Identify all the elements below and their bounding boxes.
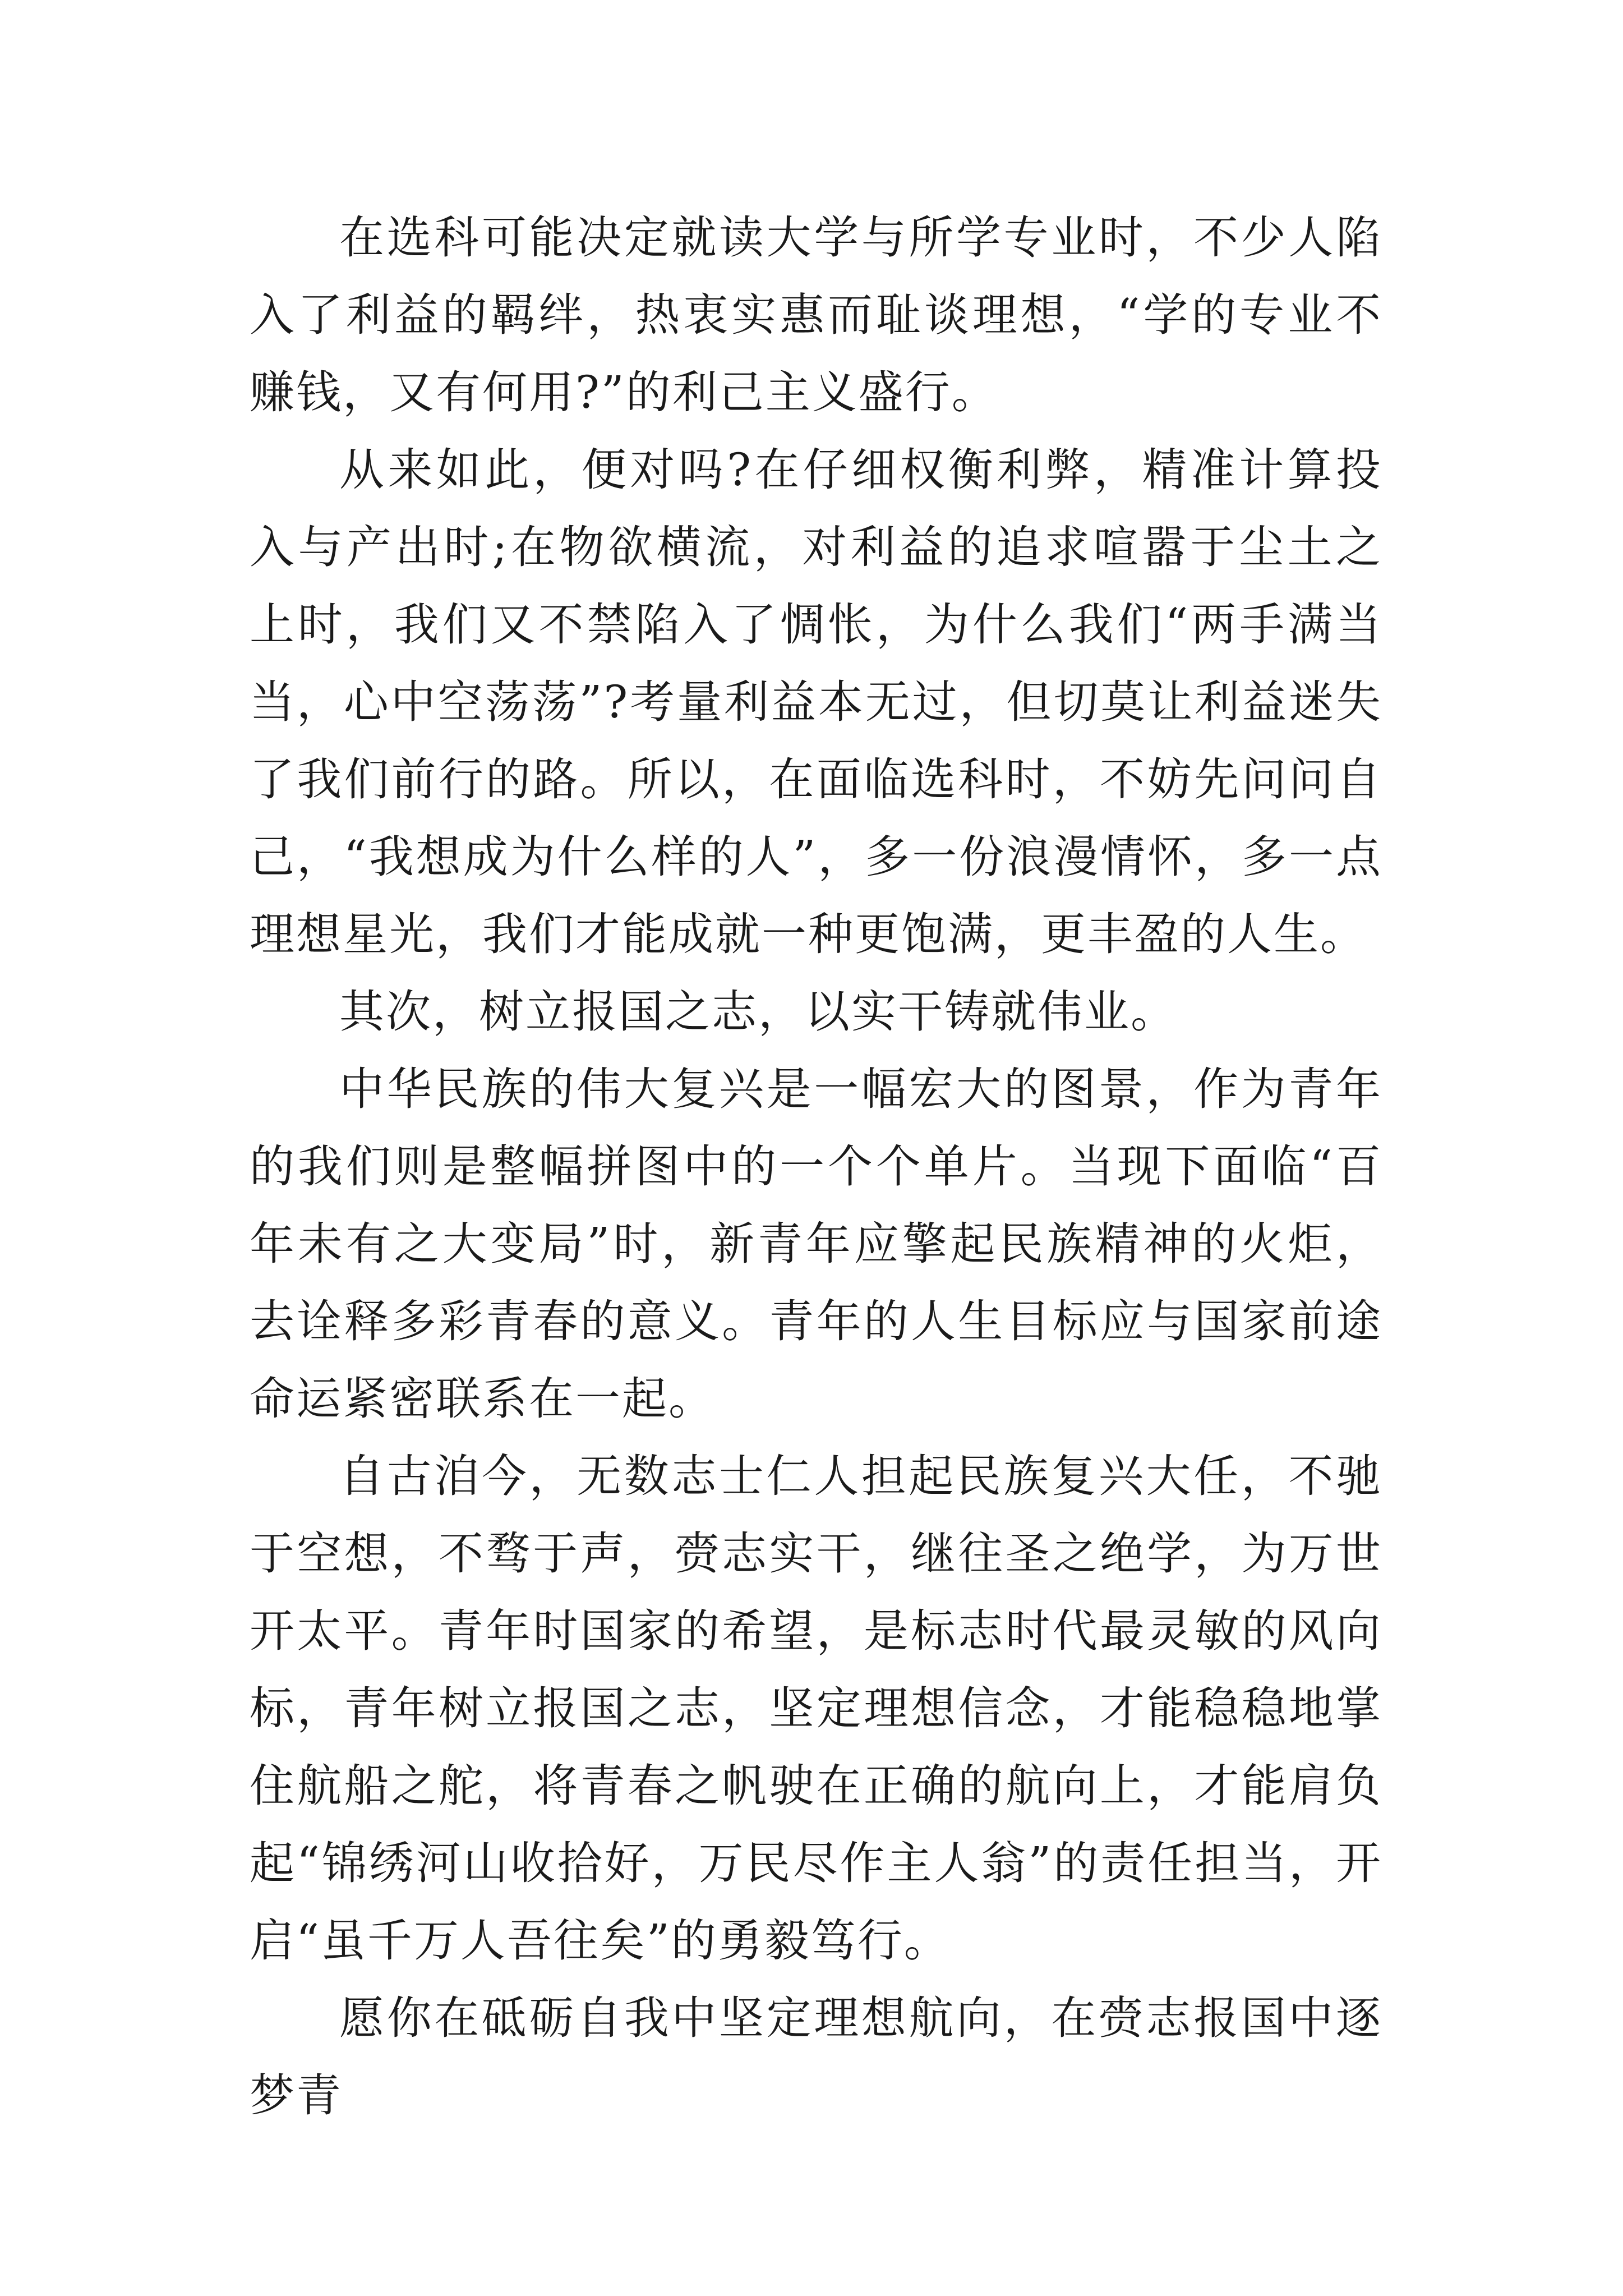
paragraph: 中华民族的伟大复兴是一幅宏大的图景，作为青年的我们则是整幅拼图中的一个个单片。当现下面临“百年未有之大变局”时，新青年应擎起民族精神的火炬，去诠释多彩青春的意义。青年的人生目标应与国家前途命运紧密联系在一起。	[250, 1063, 1382, 1425]
paragraph: 愿你在砥砺自我中坚定理想航向，在赍志报国中逐梦青	[250, 1992, 1382, 2122]
paragraph: 其次，树立报国之志，以实干铸就伟业。	[339, 986, 1177, 1038]
paragraph: 自古洎今，无数志士仁人担起民族复兴大任，不驰于空想，不骛于声，赍志实干，继往圣之绝学，为万世开太平。青年时国家的希望，是标志时代最灵敏的风向标，青年树立报国之志，坚定理想信念，才能稳稳地掌住航船之舵，将青春之帆驶在正确的航向上，才能肩负起“锦绣河山收拾好，万民尽作主人翁”的责任担当，开启“虽千万人吾往矣”的勇毅笃行。	[250, 1450, 1382, 1967]
paragraph: 在选科可能决定就读大学与所学专业时，不少人陷入了利益的羁绊，热衷实惠而耻谈理想，“学的专业不赚钱，又有何用?”的利己主义盛行。	[250, 211, 1382, 418]
essay-body	[250, 199, 1382, 2134]
paragraph: 从来如此，便对吗?在仔细权衡利弊，精准计算投入与产出时;在物欲横流，对利益的追求喧嚣于尘土之上时，我们又不禁陷入了惆怅，为什么我们“两手满当当，心中空荡荡”?考量利益本无过，但切莫让利益迷失了我们前行的路。所以，在面临选科时，不妨先问问自己，“我想成为什么样的人”，多一份浪漫情怀，多一点理想星光，我们才能成就一种更饱满，更丰盈的人生。	[250, 444, 1382, 960]
